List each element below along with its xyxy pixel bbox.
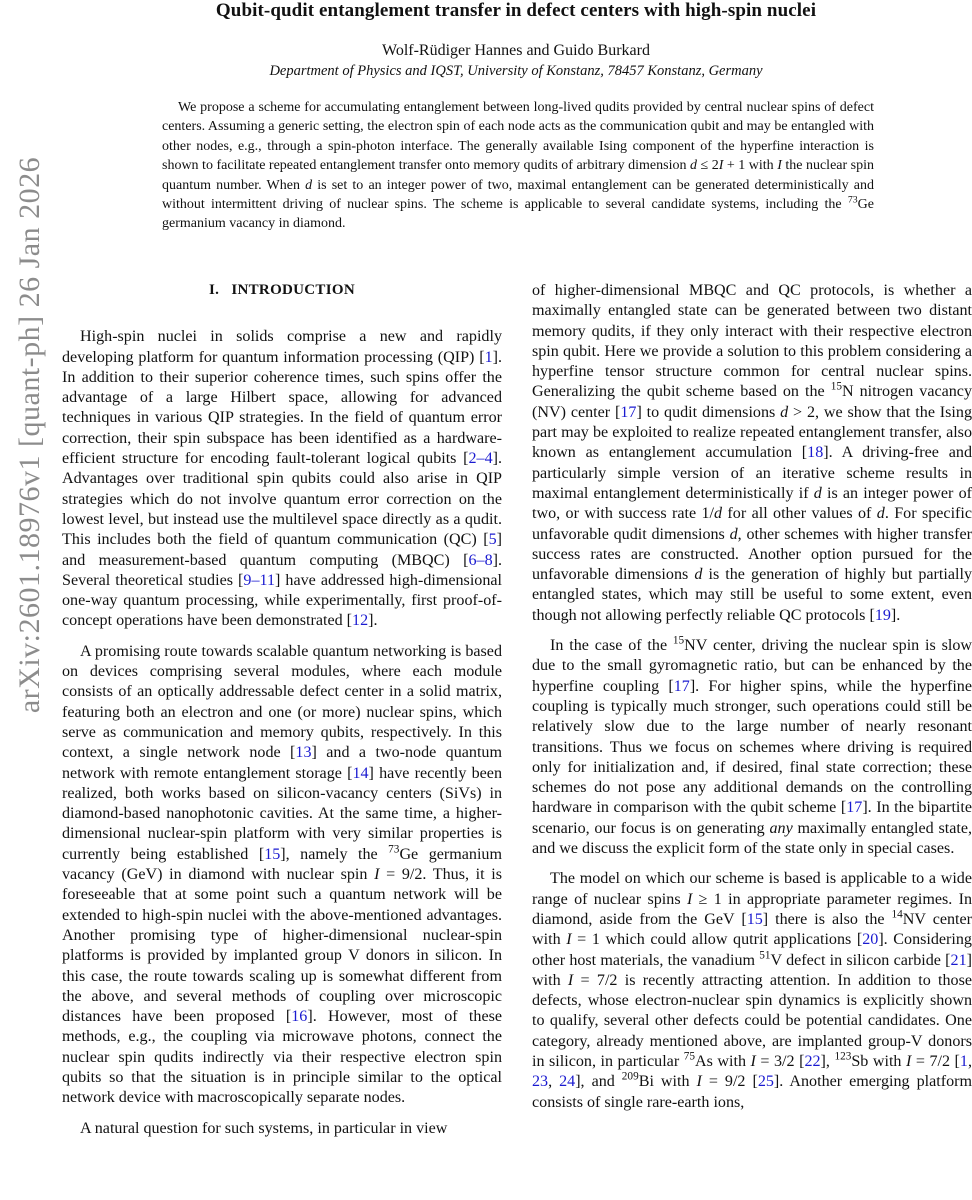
citation-link[interactable]: 17 — [620, 403, 637, 421]
citation-link[interactable]: 17 — [673, 677, 690, 695]
citation-link[interactable]: 21 — [950, 951, 967, 969]
paragraph: A natural question for such systems, in particular in view — [80, 1119, 448, 1137]
citation-link[interactable]: 9–11 — [243, 571, 275, 589]
arxiv-identifier — [2, 156, 58, 714]
citation-link[interactable]: 20 — [862, 931, 879, 949]
paper-title: Qubit-qudit entanglement transfer in defect centers with high-spin nuclei — [215, 0, 817, 21]
paragraph: High-spin nuclei in solids comprise a new and rapidly developing platform for quantum information processing (QIP) [1]. In addition to their superior coherence times, such spins offer the advantage of a large Hilbert space, allowing for advanced techniques in various QIP strategies. In the field of quantum error correction, their spin subspace has been identified as a hardware-efficient structure for encoding fault-tolerant logical qubits [2–4]. Advantages over traditional spin qubits could also arise in QIP strategies which do not involve quantum error correction on the lowest level, but instead use the multilevel space directly as a qudit. This includes both the field of quantum communication (QC) [5] and measurement-based quantum computing (MBQC) [6–8]. Several theoretical studies [9–11] have addressed high-dimensional one-way quantum processing, while experimentally, first proof-of-concept operations have been demonstrated [12]. — [62, 328, 502, 630]
paragraph: A promising route towards scalable quantum networking is based on devices comprising several modules, where each module consists of an optically addressable defect center in a solid matrix, featuring both an electron and one (or more) nuclear spins, which serve as communication and memory qubits, respectively. In this context, a single network node [13] and a two-node quantum network with remote entanglement storage [14] have recently been realized, both works based on silicon-vacancy centers (SiVs) in diamond-based nanophotonic cavities. At the same time, a higher-dimensional nuclear-spin platform with very similar properties is currently being established [15], namely the $^{73}$Ge germanium vacancy (GeV) in diamond with nuclear spin I = 9/2. Thus, it is foreseeable that at some point such a quantum network will be extended to high-spin nuclei with the above-mentioned advantages. Another promising type of higher-dimensional nuclear-spin platforms is provided by implanted group V donors in silicon. In this case, the route towards scaling up is somewhat different from the above, and several methods of coupling over microscopic distances have been proposed [16]. However, most of these methods, e.g., the coupling via microwave photons, connect the nuclear spin qudits indirectly via their respective electron spin qubits so that the situation is in principle similar to the optical network device with macroscopically separate nodes. — [62, 642, 503, 1107]
citation-link[interactable]: 5 — [488, 531, 497, 549]
citation-link[interactable]: 1 — [484, 348, 493, 366]
citation-link[interactable]: 16 — [291, 1008, 308, 1026]
citation-link[interactable]: 25 — [757, 1073, 774, 1091]
paper-authors: Wolf-Rüdiger Hannes and Guido Burkard — [382, 42, 650, 59]
citation-link[interactable]: 19 — [874, 606, 891, 624]
citation-link[interactable]: 15 — [264, 845, 281, 863]
citation-link[interactable]: 24 — [559, 1073, 576, 1091]
paragraph: of higher-dimensional MBQC and QC protocols, is whether a maximally entangled state can be generated between two distant memory qudits, if they only interact with their respective electron spin qubit. Here we provide a solution to this problem considering a hyperfine tensor structure common for central nuclear spins. Generalizing the qubit scheme based on the $^{15}$N nitrogen vacancy (NV) center [17] to qudit dimensions d > 2, we show that the Ising part may be exploited to realize repeated entanglement transfer, also known as entanglement accumulation [18]. A driving-free and particularly simple version of an iterative scheme results in maximal entanglement deterministically if d is an integer power of two, or with success rate 1/d for all other values of d. For specific unfavorable qudit dimensions d, other schemes with higher transfer success rates are constructed. Another option pursued for the unfavorable dimensions d is the generation of highly but partially entangled states, which may still be useful to some extent, even though not allowing perfectly reliable QC protocols [19]. — [532, 282, 972, 624]
citation-link[interactable]: 22 — [804, 1052, 821, 1070]
citation-link[interactable]: 18 — [807, 444, 824, 462]
citation-link[interactable]: 6–8 — [468, 551, 493, 569]
left-column — [62, 280, 502, 1149]
section-title: INTRODUCTION — [231, 282, 355, 298]
citation-link[interactable]: 12 — [352, 612, 369, 630]
abstract: We propose a scheme for accumulating entanglement between long-lived qudits provided by central nuclear spins of defect centers. Assuming a generic setting, the electron spin of each node acts as the communication qubit and may be entangled with other nodes, e.g., through a spin-photon interface. The generally available Ising component of the hyperfine interaction is shown to facilitate repeated entanglement transfer onto memory qudits of arbitrary dimension d ≤ 2I + 1 with I the nuclear spin quantum number. When d is set to an integer power of two, maximal entanglement can be generated deterministically and without intermittent driving of nuclear spins. The scheme is applicable to several candidate systems, including the $^{73}$Ge germanium vacancy in diamond. — [162, 100, 875, 232]
paragraph: In the case of the $^{15}$NV center, driving the nuclear spin is slow due to the small gyromagnetic ratio, but can be enhanced by the hyperfine coupling [17]. For higher spins, while the hyperfine coupling is typically much stronger, such operations could still be relatively slow due to the large number of nearly resonant transitions. Thus we focus on schemes where driving is required only for initialization and, if desired, final state correction; these schemes do not pose any additional demands on the controlling hardware in comparison with the qubit scheme [17]. In the bipartite scenario, our focus is on generating any maximally entangled state, and we discuss the explicit form of the state only in special cases. — [532, 634, 972, 858]
citation-link[interactable]: 17 — [846, 799, 863, 817]
citation-link[interactable]: 15 — [746, 910, 763, 928]
citation-link[interactable]: 2–4 — [468, 450, 493, 468]
right-column — [532, 281, 972, 1123]
paragraph: The model on which our scheme is based is applicable to a wide range of nuclear spins I ≥ 1 in appropriate parameter regimes. In diamond, aside from the GeV [15] there is also the $^{14}$NV center with I = 1 which could allow qutrit applications [20]. Considering other host materials, the vanadium $^{51}$V defect in silicon carbide [21] with I = 7/2 is recently attracting attention. In addition to those defects, whose electron-nuclear spin dynamics is explicitly shown to qualify, several other defects could be potential candidates. One category, already mentioned above, are implanted group-V donors in silicon, in particular $^{75}$As with I = 3/2 [22], $^{123}$Sb with I = 7/2 [1, 23, 24], and $^{209}$Bi with I = 9/2 [25]. Another emerging platform consists of single rare-earth ions, — [532, 870, 972, 1111]
citation-link[interactable]: 23 — [532, 1073, 549, 1091]
arxiv-id-text: arXiv:2601.18976v1 [quant-ph] 26 Jan 2026 — [13, 156, 47, 714]
citation-link[interactable]: 14 — [352, 764, 369, 782]
citation-link[interactable]: 13 — [295, 744, 312, 762]
paper-affiliation: Department of Physics and IQST, University of Konstanz, 78457 Konstanz, Germany — [269, 63, 763, 79]
section-heading — [62, 280, 502, 300]
citation-link[interactable]: 1 — [959, 1052, 968, 1070]
section-number: I. — [209, 282, 220, 298]
